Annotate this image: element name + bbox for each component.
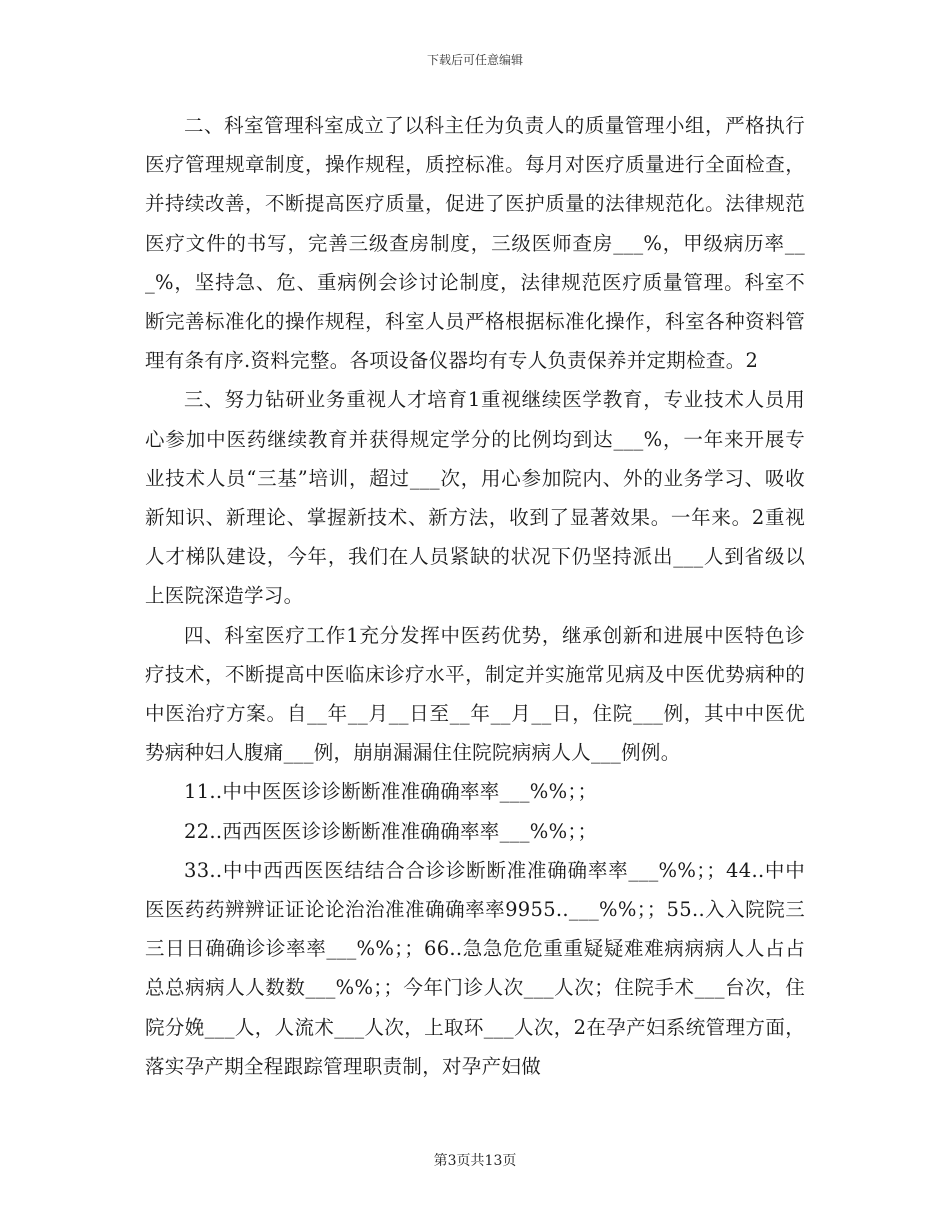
document-body: [145, 106, 805, 1086]
paragraph-western-diagnosis-rate: 22..西西医医诊诊断断准准确确率率___%%；；: [184, 819, 598, 843]
paragraph-tcm-diagnosis-rate: 11..中中医医诊诊断断准准确确率率___%%；；: [184, 780, 598, 804]
paragraph-training: 三、努力钻研业务重视人才培育1重视继续医学教育，专业技术人员用心参加中医药继续教育并获得规定学分的比例均到达___%，一年来开展专业技术人员“三基”培训，超过___次，用心参加院内、外的业务学习、吸收新知识、新理论、掌握新技术、新方法，收到了显著效果。一年来。2重视人才梯队建设，今年，我们在人员紧缺的状况下仍坚持派出___人到省级以上医院深造学习。: [145, 388, 805, 608]
paragraph-medical-work: 四、科室医疗工作1充分发挥中医药优势，继承创新和进展中医特色诊疗技术，不断提高中医临床诊疗水平，制定并实施常见病及中医优势病种的中医治疗方案。自__年__月__日至__年__月__日，住院___例，其中中医优势病种妇人腹痛___例，崩崩漏漏住住院院病病人人___例例。: [145, 623, 805, 765]
page-header: 下载后可任意编辑: [426, 53, 523, 67]
paragraph-combined-statistics: 33..中中西西医医结结合合诊诊断断准准确确率率___%%；；44..中中医医药药辨辨证证论论治治准准确确率率9955..___%%；；55..入入院院三三日日确确诊诊率率___%%；；66..急急危危重重疑疑难难病病病人人占占总总病病人人数数___%%；；今年门诊人次___人次；住院手术___台次，住院分娩___人，人流术___人次，上取环___人次，2在孕产妇系统管理方面，落实孕产期全程跟踪管理职责制，对孕产妇做: [145, 858, 805, 1078]
paragraph-management: 二、科室管理科室成立了以科主任为负责人的质量管理小组，严格执行医疗管理规章制度，操作规程，质控标准。每月对医疗质量进行全面检查，并持续改善，不断提高医疗质量，促进了医护质量的法律规范化。法律规范医疗文件的书写，完善三级查房制度，三级医师查房___%，甲级病历率___%，坚持急、危、重病例会诊讨论制度，法律规范医疗质量管理。科室不断完善标准化的操作规程，科室人员严格根据标准化操作，科室各种资料管理有条有序.资料完整。各项设备仪器均有专人负责保养并定期检查。2: [145, 114, 805, 373]
page-footer: 第3页共13页: [433, 1153, 517, 1169]
